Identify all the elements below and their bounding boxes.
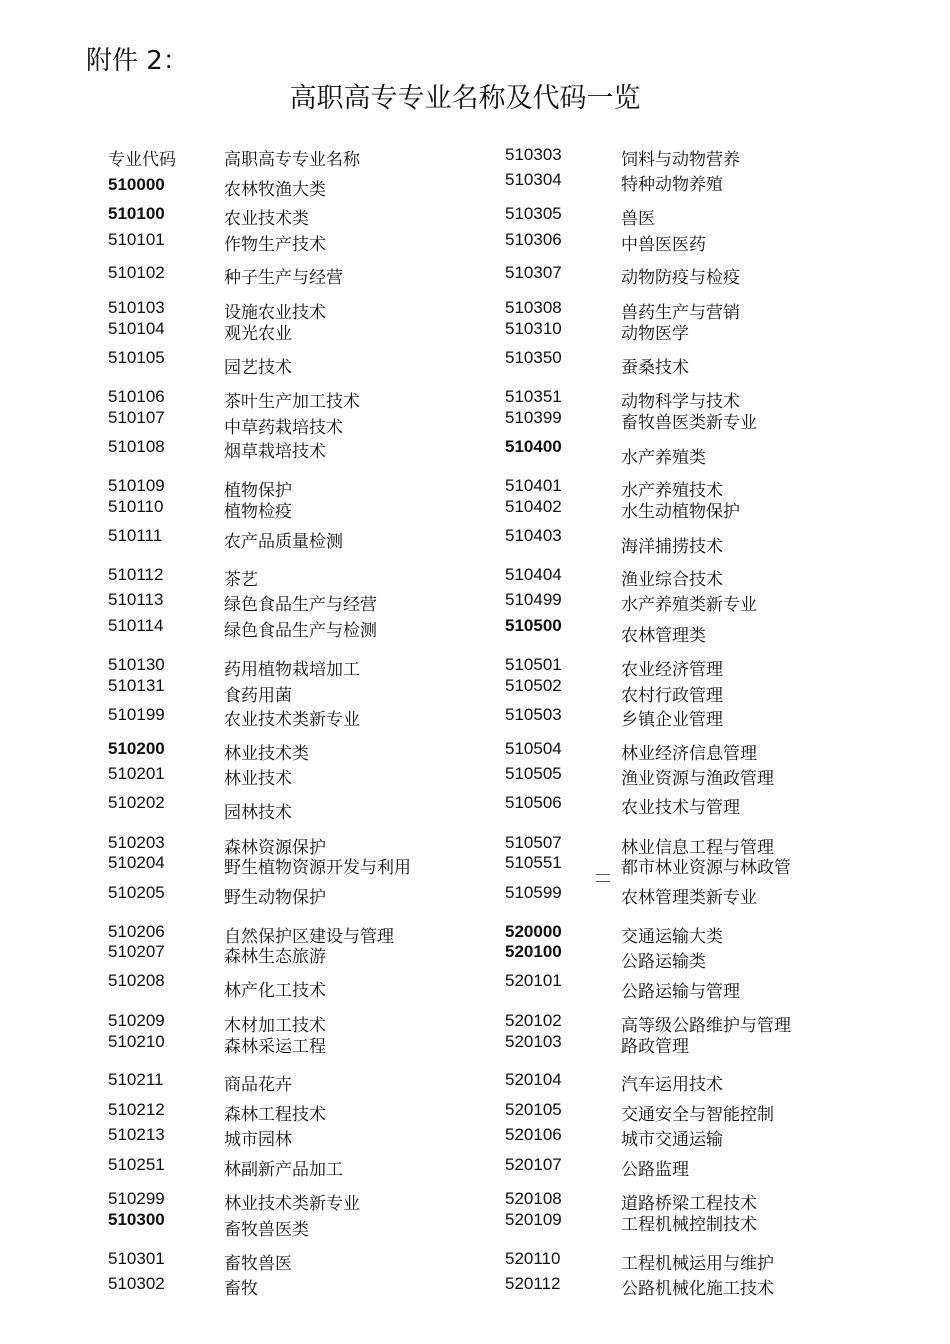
right-row-code: 510401 [505,476,562,495]
right-row-code: 510399 [505,408,562,427]
right-row-name: 城市交通运输 [621,1130,723,1150]
right-row-code: 510505 [505,764,562,783]
left-row-code: 510000 [108,175,165,194]
left-row-name: 食药用菌 [224,686,292,706]
left-row-code: 510130 [108,655,165,674]
left-row-code: 510101 [108,230,165,249]
right-row-name: 农业技术与管理 [621,798,740,818]
left-row-code: 510103 [108,298,165,317]
right-row-code: 520102 [505,1011,562,1030]
right-row-name: 蚕桑技术 [621,358,689,378]
right-row-name: 动物医学 [621,324,689,344]
right-row-name: 海洋捕捞技术 [621,537,723,557]
right-row-code: 510350 [505,348,562,367]
right-row-name: 汽车运用技术 [621,1075,723,1095]
right-row-code: 510307 [505,263,562,282]
right-row-code: 510402 [505,497,562,516]
left-row-code: 510110 [108,497,164,516]
left-row-name: 畜牧兽医类 [224,1220,309,1240]
left-row-name: 绿色食品生产与经营 [224,595,377,615]
right-row-code: 510308 [505,298,562,317]
left-row-code: 510206 [108,922,165,941]
right-row-name: 农林管理类 [621,626,706,646]
right-row-code: 520103 [505,1032,562,1051]
left-row-name: 植物检疫 [224,502,292,522]
left-row-name: 野生植物资源开发与利用 [224,858,411,878]
right-row-name: 动物科学与技术 [621,392,740,412]
left-row-code: 510108 [108,437,165,456]
right-row-code: 520101 [505,971,562,990]
right-row-name: 农村行政管理 [621,686,723,706]
right-row-name: 乡镇企业管理 [621,710,723,730]
right-row-code: 510506 [505,793,562,812]
right-row-name: 兽药生产与营销 [621,303,740,323]
left-row-name: 商品花卉 [224,1075,292,1095]
right-row-name: 水生动植物保护 [621,502,740,522]
right-row-name: 畜牧兽医类新专业 [621,413,757,433]
right-row-name: 都市林业资源与林政管 [621,858,791,878]
left-row-name: 城市园林 [224,1130,292,1150]
right-row-code: 510304 [505,170,562,189]
left-row-code: 510205 [108,883,165,902]
right-row-name: 路政管理 [621,1037,689,1057]
right-row-name: 兽医 [621,209,655,229]
left-row-name: 茶艺 [224,570,258,590]
left-row-code: 510204 [108,853,165,872]
left-row-code: 510207 [108,942,165,961]
header-code: 专业代码 [108,150,176,170]
right-row-code: 510502 [505,676,562,695]
right-row-name: 水产养殖类新专业 [621,595,757,615]
right-row-code: 520112 [505,1274,561,1293]
right-row-code: 520104 [505,1070,562,1089]
left-row-code: 510200 [108,739,165,758]
right-row-code: 520110 [505,1249,561,1268]
right-row-code: 510499 [505,590,562,609]
left-row-name: 林产化工技术 [224,981,326,1001]
header-name: 高职高专专业名称 [224,150,360,170]
right-row-code: 510310 [505,319,562,338]
right-row-code: 510599 [505,883,562,902]
right-row-code: 510500 [505,616,562,635]
right-row-name: 农业经济管理 [621,660,723,680]
right-row-code: 510507 [505,833,562,852]
right-row-code: 520106 [505,1125,562,1144]
right-row-name: 中兽医医药 [621,235,706,255]
right-row-name: 水产养殖类 [621,448,706,468]
left-row-name: 观光农业 [224,324,292,344]
left-row-name: 植物保护 [224,481,292,501]
right-row-name: 公路监理 [621,1160,689,1180]
right-row-code: 510503 [505,705,562,724]
right-row-name: 渔业综合技术 [621,570,723,590]
left-row-name: 设施农业技术 [224,303,326,323]
left-row-name: 药用植物栽培加工 [224,660,360,680]
left-row-name: 森林生态旅游 [224,947,326,967]
left-row-name: 种子生产与经营 [224,268,343,288]
left-row-name: 森林工程技术 [224,1105,326,1125]
left-row-code: 510114 [108,616,164,635]
margin-mark [596,874,610,882]
right-row-name: 渔业资源与渔政管理 [621,769,774,789]
left-row-name: 中草药栽培技术 [224,418,343,438]
left-row-code: 510201 [108,764,165,783]
left-row-code: 510211 [108,1070,164,1089]
left-row-name: 畜牧 [224,1279,258,1299]
right-row-name: 公路运输类 [621,952,706,972]
left-row-name: 农业技术类新专业 [224,710,360,730]
left-row-code: 510210 [108,1032,165,1051]
left-row-code: 510106 [108,387,165,406]
left-row-code: 510111 [108,526,163,545]
right-row-code: 510303 [505,145,562,164]
right-row-code: 520109 [505,1210,562,1229]
left-row-name: 自然保护区建设与管理 [224,927,394,947]
right-row-name: 高等级公路维护与管理 [621,1016,791,1036]
left-row-code: 510199 [108,705,165,724]
right-row-name: 道路桥梁工程技术 [621,1194,757,1214]
right-row-code: 510305 [505,204,562,223]
left-row-code: 510300 [108,1210,165,1229]
attachment-label: 附件 2： [86,46,189,76]
right-row-name: 林业经济信息管理 [621,744,757,764]
left-row-code: 510107 [108,408,165,427]
right-row-name: 交通运输大类 [621,927,723,947]
right-row-code: 520000 [505,922,562,941]
right-row-code: 510504 [505,739,562,758]
left-row-code: 510209 [108,1011,165,1030]
left-row-code: 510208 [108,971,165,990]
left-row-code: 510301 [108,1249,165,1268]
right-row-code: 510501 [505,655,562,674]
left-row-code: 510251 [108,1155,165,1174]
left-row-code: 510113 [108,590,164,609]
left-row-name: 作物生产技术 [224,235,326,255]
left-row-name: 农产品质量检测 [224,532,343,552]
left-row-code: 510203 [108,833,165,852]
left-row-name: 畜牧兽医 [224,1254,292,1274]
left-row-name: 木材加工技术 [224,1016,326,1036]
left-row-code: 510202 [108,793,165,812]
right-row-code: 510351 [505,387,562,406]
right-row-code: 520100 [505,942,562,961]
left-row-code: 510112 [108,565,164,584]
left-row-name: 林业技术类 [224,744,309,764]
right-row-name: 动物防疫与检疫 [621,268,740,288]
left-row-code: 510299 [108,1189,165,1208]
left-row-name: 绿色食品生产与检测 [224,621,377,641]
right-row-name: 林业信息工程与管理 [621,838,774,858]
left-row-name: 林业技术类新专业 [224,1194,360,1214]
left-row-code: 510212 [108,1100,165,1119]
page-title: 高职高专专业名称及代码一览 [289,83,641,114]
right-row-code: 520107 [505,1155,562,1174]
left-row-code: 510213 [108,1125,165,1144]
right-row-name: 饲料与动物营养 [621,150,740,170]
right-row-name: 工程机械运用与维护 [621,1254,774,1274]
right-row-code: 510400 [505,437,562,456]
left-row-name: 园艺技术 [224,358,292,378]
left-row-code: 510100 [108,204,165,223]
right-row-name: 公路运输与管理 [621,982,740,1002]
right-row-code: 520108 [505,1189,562,1208]
left-row-name: 农林牧渔大类 [224,180,326,200]
right-row-name: 农林管理类新专业 [621,888,757,908]
left-row-name: 园林技术 [224,803,292,823]
left-row-name: 野生动物保护 [224,888,326,908]
right-row-code: 510403 [505,526,562,545]
right-row-code: 510306 [505,230,562,249]
left-row-name: 森林采运工程 [224,1037,326,1057]
right-row-name: 水产养殖技术 [621,481,723,501]
right-row-name: 特种动物养殖 [621,175,723,195]
right-row-name: 交通安全与智能控制 [621,1105,774,1125]
left-row-code: 510104 [108,319,165,338]
left-row-name: 林业技术 [224,769,292,789]
left-row-code: 510302 [108,1274,165,1293]
left-row-name: 茶叶生产加工技术 [224,392,360,412]
left-row-name: 农业技术类 [224,209,309,229]
left-row-name: 烟草栽培技术 [224,442,326,462]
left-row-code: 510109 [108,476,165,495]
right-row-code: 510404 [505,565,562,584]
right-row-name: 工程机械控制技术 [621,1215,757,1235]
left-row-code: 510102 [108,263,165,282]
left-row-code: 510131 [108,676,165,695]
right-row-name: 公路机械化施工技术 [621,1279,774,1299]
left-row-code: 510105 [108,348,165,367]
left-row-name: 林副新产品加工 [224,1160,343,1180]
right-row-code: 510551 [505,853,562,872]
left-row-name: 森林资源保护 [224,838,326,858]
right-row-code: 520105 [505,1100,562,1119]
